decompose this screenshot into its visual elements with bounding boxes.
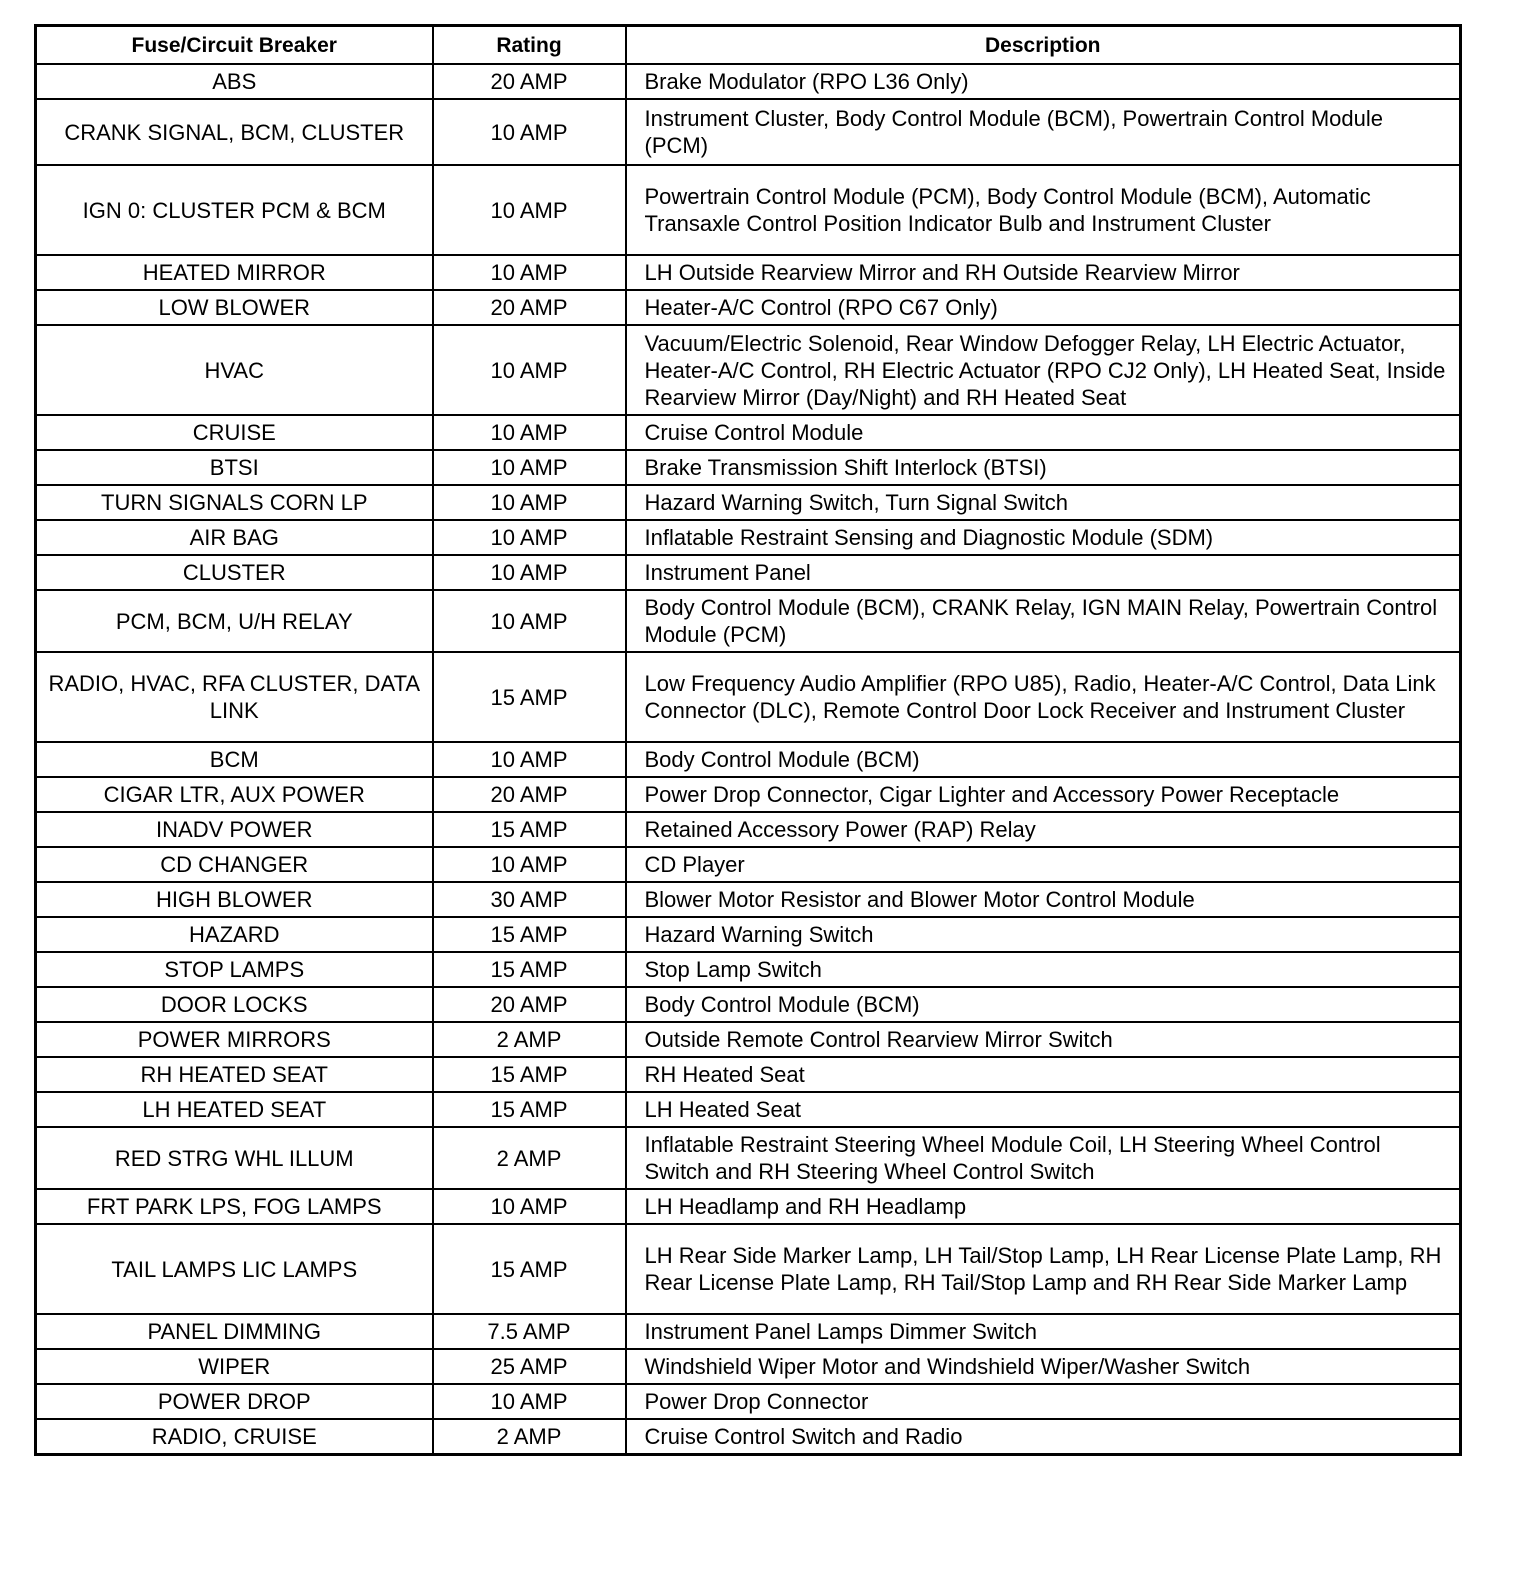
rating-cell: 10 AMP: [433, 555, 626, 590]
rating-cell: 2 AMP: [433, 1127, 626, 1189]
table-row: [36, 987, 1461, 1022]
description-cell: Inflatable Restraint Sensing and Diagnostic Module (SDM): [626, 520, 1461, 555]
description-cell: Windshield Wiper Motor and Windshield Wiper/Washer Switch: [626, 1349, 1461, 1384]
rating-cell: 10 AMP: [433, 415, 626, 450]
rating-cell: 20 AMP: [433, 777, 626, 812]
rating-cell: 20 AMP: [433, 290, 626, 325]
table-row: [36, 777, 1461, 812]
table-row: [36, 1022, 1461, 1057]
description-cell: LH Rear Side Marker Lamp, LH Tail/Stop Lamp, LH Rear License Plate Lamp, RH Rear License Plate Lamp, RH Tail/Stop Lamp and RH Rear Side Marker Lamp: [626, 1224, 1461, 1314]
fuse-cell: TAIL LAMPS LIC LAMPS: [36, 1224, 433, 1314]
table-row: [36, 590, 1461, 652]
description-cell: Retained Accessory Power (RAP) Relay: [626, 812, 1461, 847]
fuse-cell: IGN 0: CLUSTER PCM & BCM: [36, 165, 433, 255]
table-row: [36, 1057, 1461, 1092]
fuse-cell: BTSI: [36, 450, 433, 485]
fuse-cell: HVAC: [36, 325, 433, 415]
description-cell: Hazard Warning Switch: [626, 917, 1461, 952]
fuse-table: [34, 24, 1462, 1456]
rating-cell: 15 AMP: [433, 1092, 626, 1127]
description-cell: Instrument Panel: [626, 555, 1461, 590]
fuse-cell: HIGH BLOWER: [36, 882, 433, 917]
table-row: [36, 1314, 1461, 1349]
table-row: [36, 325, 1461, 415]
fuse-cell: DOOR LOCKS: [36, 987, 433, 1022]
fuse-cell: CRANK SIGNAL, BCM, CLUSTER: [36, 99, 433, 165]
table-row: [36, 1224, 1461, 1314]
description-cell: Power Drop Connector: [626, 1384, 1461, 1419]
description-cell: Low Frequency Audio Amplifier (RPO U85), Radio, Heater-A/C Control, Data Link Connector (DLC), Remote Control Door Lock Receiver and Instrument Cluster: [626, 652, 1461, 742]
fuse-cell: POWER MIRRORS: [36, 1022, 433, 1057]
table-row: [36, 64, 1461, 99]
rating-cell: 15 AMP: [433, 1057, 626, 1092]
fuse-cell: WIPER: [36, 1349, 433, 1384]
fuse-cell: RH HEATED SEAT: [36, 1057, 433, 1092]
table-row: [36, 742, 1461, 777]
description-cell: RH Heated Seat: [626, 1057, 1461, 1092]
description-cell: Brake Modulator (RPO L36 Only): [626, 64, 1461, 99]
fuse-cell: TURN SIGNALS CORN LP: [36, 485, 433, 520]
table-row: [36, 485, 1461, 520]
table-row: [36, 415, 1461, 450]
rating-cell: 20 AMP: [433, 987, 626, 1022]
description-cell: Body Control Module (BCM), CRANK Relay, IGN MAIN Relay, Powertrain Control Module (PCM): [626, 590, 1461, 652]
rating-cell: 10 AMP: [433, 255, 626, 290]
rating-cell: 10 AMP: [433, 1384, 626, 1419]
fuse-cell: RADIO, CRUISE: [36, 1419, 433, 1454]
description-cell: Cruise Control Module: [626, 415, 1461, 450]
fuse-cell: HEATED MIRROR: [36, 255, 433, 290]
description-cell: Inflatable Restraint Steering Wheel Module Coil, LH Steering Wheel Control Switch and RH Steering Wheel Control Switch: [626, 1127, 1461, 1189]
description-cell: Brake Transmission Shift Interlock (BTSI): [626, 450, 1461, 485]
rating-cell: 10 AMP: [433, 325, 626, 415]
rating-cell: 2 AMP: [433, 1419, 626, 1454]
table-row: [36, 847, 1461, 882]
table-row: [36, 1127, 1461, 1189]
rating-cell: 2 AMP: [433, 1022, 626, 1057]
description-cell: Hazard Warning Switch, Turn Signal Switch: [626, 485, 1461, 520]
description-cell: Body Control Module (BCM): [626, 987, 1461, 1022]
table-row: [36, 952, 1461, 987]
rating-cell: 10 AMP: [433, 847, 626, 882]
header-row: [36, 26, 1461, 65]
rating-cell: 7.5 AMP: [433, 1314, 626, 1349]
table-row: [36, 255, 1461, 290]
header-description: Description: [626, 26, 1461, 65]
fuse-cell: HAZARD: [36, 917, 433, 952]
fuse-cell: FRT PARK LPS, FOG LAMPS: [36, 1189, 433, 1224]
fuse-cell: INADV POWER: [36, 812, 433, 847]
table-row: [36, 1092, 1461, 1127]
fuse-cell: ABS: [36, 64, 433, 99]
rating-cell: 15 AMP: [433, 1224, 626, 1314]
header-fuse: Fuse/Circuit Breaker: [36, 26, 433, 65]
rating-cell: 10 AMP: [433, 450, 626, 485]
table-row: [36, 450, 1461, 485]
description-cell: LH Outside Rearview Mirror and RH Outside Rearview Mirror: [626, 255, 1461, 290]
description-cell: Vacuum/Electric Solenoid, Rear Window Defogger Relay, LH Electric Actuator, Heater-A/C Control, RH Electric Actuator (RPO CJ2 Only), LH Heated Seat, Inside Rearview Mirror (Day/Night) and RH Heated Seat: [626, 325, 1461, 415]
fuse-cell: CD CHANGER: [36, 847, 433, 882]
rating-cell: 10 AMP: [433, 1189, 626, 1224]
rating-cell: 20 AMP: [433, 64, 626, 99]
description-cell: Instrument Panel Lamps Dimmer Switch: [626, 1314, 1461, 1349]
rating-cell: 15 AMP: [433, 952, 626, 987]
table-row: [36, 917, 1461, 952]
rating-cell: 10 AMP: [433, 485, 626, 520]
rating-cell: 10 AMP: [433, 590, 626, 652]
rating-cell: 15 AMP: [433, 812, 626, 847]
fuse-cell: LH HEATED SEAT: [36, 1092, 433, 1127]
description-cell: LH Heated Seat: [626, 1092, 1461, 1127]
table-header: [36, 26, 1461, 65]
table-row: [36, 882, 1461, 917]
fuse-cell: PCM, BCM, U/H RELAY: [36, 590, 433, 652]
table-row: [36, 812, 1461, 847]
description-cell: Heater-A/C Control (RPO C67 Only): [626, 290, 1461, 325]
table-row: [36, 1189, 1461, 1224]
rating-cell: 10 AMP: [433, 99, 626, 165]
fuse-cell: RED STRG WHL ILLUM: [36, 1127, 433, 1189]
rating-cell: 30 AMP: [433, 882, 626, 917]
description-cell: Power Drop Connector, Cigar Lighter and Accessory Power Receptacle: [626, 777, 1461, 812]
description-cell: Instrument Cluster, Body Control Module (BCM), Powertrain Control Module (PCM): [626, 99, 1461, 165]
table-row: [36, 290, 1461, 325]
table-row: [36, 99, 1461, 165]
table-row: [36, 1384, 1461, 1419]
description-cell: CD Player: [626, 847, 1461, 882]
table-row: [36, 520, 1461, 555]
fuse-cell: CLUSTER: [36, 555, 433, 590]
fuse-cell: PANEL DIMMING: [36, 1314, 433, 1349]
fuse-cell: LOW BLOWER: [36, 290, 433, 325]
fuse-cell: STOP LAMPS: [36, 952, 433, 987]
fuse-cell: CIGAR LTR, AUX POWER: [36, 777, 433, 812]
rating-cell: 10 AMP: [433, 520, 626, 555]
fuse-cell: BCM: [36, 742, 433, 777]
description-cell: Outside Remote Control Rearview Mirror Switch: [626, 1022, 1461, 1057]
description-cell: Cruise Control Switch and Radio: [626, 1419, 1461, 1454]
rating-cell: 15 AMP: [433, 917, 626, 952]
table-row: [36, 165, 1461, 255]
description-cell: LH Headlamp and RH Headlamp: [626, 1189, 1461, 1224]
description-cell: Blower Motor Resistor and Blower Motor Control Module: [626, 882, 1461, 917]
table-body: [36, 64, 1461, 1454]
fuse-cell: POWER DROP: [36, 1384, 433, 1419]
description-cell: Body Control Module (BCM): [626, 742, 1461, 777]
rating-cell: 10 AMP: [433, 742, 626, 777]
fuse-cell: CRUISE: [36, 415, 433, 450]
description-cell: Powertrain Control Module (PCM), Body Control Module (BCM), Automatic Transaxle Control Position Indicator Bulb and Instrument Cluster: [626, 165, 1461, 255]
rating-cell: 25 AMP: [433, 1349, 626, 1384]
table-row: [36, 555, 1461, 590]
fuse-cell: RADIO, HVAC, RFA CLUSTER, DATA LINK: [36, 652, 433, 742]
rating-cell: 10 AMP: [433, 165, 626, 255]
fuse-cell: AIR BAG: [36, 520, 433, 555]
rating-cell: 15 AMP: [433, 652, 626, 742]
header-rating: Rating: [433, 26, 626, 65]
table-row: [36, 652, 1461, 742]
description-cell: Stop Lamp Switch: [626, 952, 1461, 987]
table-row: [36, 1349, 1461, 1384]
table-row: [36, 1419, 1461, 1454]
